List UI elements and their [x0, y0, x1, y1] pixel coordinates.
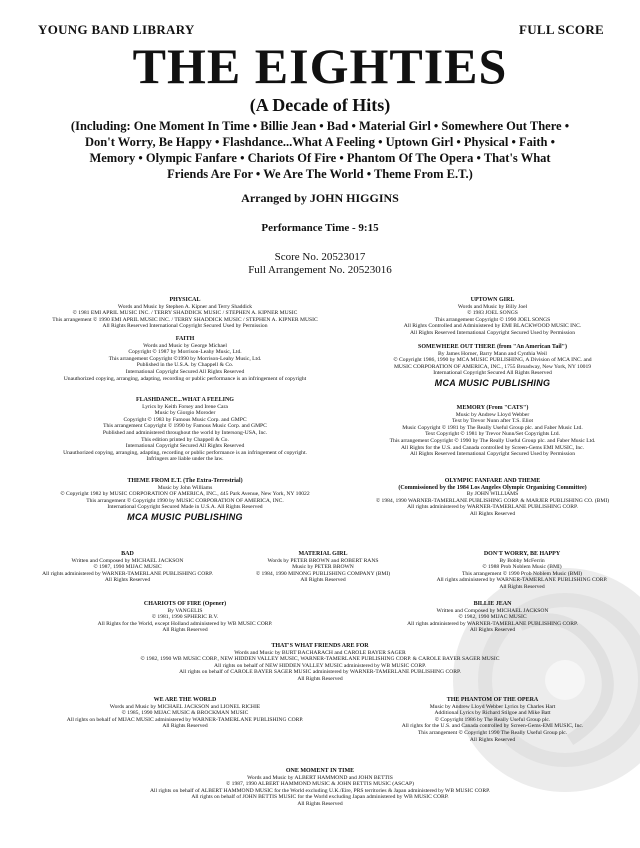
credit-line: © 1985, 1990 MIJAC MUSIC & BROCKMAN MUSIC — [121, 710, 249, 717]
credit-subtitle: (Commissioned by the 1984 Los Angeles Olympic Organizing Committee) — [398, 484, 587, 491]
credit-line: All Rights Reserved — [469, 510, 516, 517]
credit-line: All rights on behalf of NEW HIDDEN VALLEY MUSIC administered by WB MUSIC CORP. — [214, 662, 426, 669]
credit-somewhere-out-there — [355, 344, 630, 389]
credit-line: International Copyright Secured All Rights Reserved — [433, 370, 552, 377]
credit-line: By VANGELIS — [167, 607, 203, 614]
credit-dont-worry-be-happy — [412, 551, 632, 591]
credit-line: Words and Music by George Michael — [143, 342, 227, 349]
credit-line: All Rights Reserved — [162, 723, 208, 730]
credit-line: Unauthorized copying, arranging, adapting, recording or public performance is an infringement of copyright. — [63, 449, 307, 456]
song-list-line: (Including: One Moment In Time • Billie Jean • Bad • Material Girl • Somewhere Out There • — [70, 119, 570, 133]
credit-line: Unauthorized copying, arranging, adapting, recording or public performance is an infringement of copyright — [63, 375, 307, 382]
credit-line: This edition printed by Chappell & Co. — [141, 436, 229, 443]
credit-line: © 1981, 1990 SPHERIC B.V. — [151, 614, 219, 621]
credit-line: All Rights Reserved — [499, 583, 545, 590]
credit-title: MATERIAL GIRL — [298, 551, 348, 557]
series-name: YOUNG BAND LIBRARY — [38, 22, 195, 37]
credit-line: This arrangement Copyright ©1990 by Morrison-Leahy Music, Ltd. — [108, 355, 262, 362]
credit-line: All rights on behalf of CAROLE BAYER SAGER MUSIC administered by WARNER-TAMERLANE PUBLISHING CORP. — [179, 669, 461, 676]
credit-physical — [20, 297, 350, 330]
credit-line: Infringers are liable under the law. — [146, 456, 224, 463]
credit-we-are-the-world — [20, 697, 350, 730]
credit-line: Music Copyright © 1981 by The Really Useful Group plc. and Faber Music Ltd. — [402, 424, 583, 431]
credit-line: By James Horner, Barry Mann and Cynthia Weil — [438, 350, 547, 357]
credit-line: All rights for the U.S. and Canada controlled by Screen-Gems-EMI MUSIC, Inc. — [401, 723, 584, 730]
credit-line: Words and Music by Stephen A. Kipner and Terry Shaddick — [117, 303, 253, 310]
credit-title: OLYMPIC FANFARE AND THEME — [444, 478, 541, 484]
credit-line: Music by PETER BROWN — [292, 564, 354, 571]
credit-line: © 1988 Prob Noblem Music (BMI) — [482, 564, 562, 571]
credit-line: All rights on behalf of ALBERT HAMMOND MUSIC for the World excluding U.K./Eire, PRS territories & Japan administered by WB MUSIC CORP. — [150, 787, 490, 794]
credit-line: This arrangement Copyright © 1990 by Famous Music Corp. and GMPC — [103, 423, 267, 430]
credit-line: By JOHN WILLIAMS — [466, 491, 519, 498]
credit-line: All Rights Reserved — [104, 577, 151, 584]
credit-line: This arrangement © 1990 EMI APRIL MUSIC INC. / TERRY SHADDICK MUSIC / STEPHEN A. KIPNER MUSIC — [52, 316, 318, 323]
credit-line: This arrangement © Copyright 1990 by MUSIC CORPORATION OF AMERICA, INC. — [86, 497, 284, 504]
credit-line: Music by Andrew Lloyd Webber — [455, 411, 530, 418]
credit-phantom-of-the-opera — [355, 697, 630, 743]
arranger: Arranged by JOHN HIGGINS — [241, 191, 399, 205]
credit-title: DON'T WORRY, BE HAPPY — [483, 551, 561, 557]
credit-line: © 1987, 1990 ALBERT HAMMOND MUSIC & JOHN BETTIS MUSIC (ASCAP) — [226, 781, 414, 788]
page-title: THE EIGHTIES — [132, 38, 508, 94]
credit-line: All Rights Reserved — [469, 627, 516, 634]
credit-faith — [20, 336, 350, 382]
credit-line: Music by Giorgio Moroder — [154, 410, 216, 417]
credit-title: BILLIE JEAN — [473, 601, 512, 607]
credit-thats-what-friends-are-for — [40, 643, 600, 683]
credit-line: All Rights Controlled and Administered by EMI BLACKWOOD MUSIC INC. — [403, 323, 582, 330]
credit-line: © 1981 EMI APRIL MUSIC INC. / TERRY SHADDICK MUSIC / STEPHEN A. KIPNER MUSIC — [72, 310, 298, 317]
song-list — [30, 118, 610, 182]
credit-line: All Rights Reserved — [469, 736, 516, 743]
credit-line: © 1984, 1990 WARNER-TAMERLANE PUBLISHING CORP. & MARJER PUBLISHING CO. (BMI) — [375, 497, 610, 504]
credit-line: This arrangement © 1990 Prob Noblem Music (BMI) — [462, 570, 582, 577]
credit-line: This arrangement © Copyright 1990 The Really Useful Group plc. — [417, 729, 568, 736]
credit-flashdance — [20, 397, 350, 463]
credit-line: This arrangement Copyright © 1990 JOEL SONGS — [434, 316, 551, 323]
credit-line: All rights administered by WARNER-TAMERLANE PUBLISHING CORP. — [436, 577, 608, 584]
credit-line: Music by John Williams — [157, 484, 213, 491]
credit-one-moment-in-time — [40, 768, 600, 808]
credit-line: All Rights Reserved — [300, 577, 346, 584]
credit-line: Lyrics by Keith Forsey and Irene Cara — [142, 403, 228, 410]
credit-line: Words and Music by MICHAEL JACKSON and LIONEL RICHIE — [109, 703, 261, 710]
credit-title: MEMORY (From "CATS") — [456, 405, 529, 411]
credit-title: PHYSICAL — [169, 297, 201, 303]
credit-title: THAT'S WHAT FRIENDS ARE FOR — [271, 643, 369, 649]
credit-line: © Copyright 1986, 1990 by MCA MUSIC PUBLISHING, A Division of MCA INC. and — [393, 357, 592, 364]
credit-line: Copyright © 1987 by Morrison-Leahy Music, Ltd. — [128, 349, 242, 356]
credit-line: Words by PETER BROWN and ROBERT RANS — [267, 557, 379, 564]
credit-title: CHARIOTS OF FIRE (Opener) — [143, 601, 227, 607]
credit-title: THEME FROM E.T. (The Extra-Terrestrial) — [127, 478, 243, 484]
credit-theme-from-et — [20, 478, 350, 523]
credit-olympic-fanfare — [355, 478, 630, 518]
credit-line: © Copyright 1982 by MUSIC CORPORATION OF AMERICA, INC., 445 Park Avenue, New York, NY 10022 — [60, 491, 310, 498]
credit-material-girl — [238, 551, 408, 584]
credit-line: All rights on behalf of JOHN BETTIS MUSIC for the World excluding Japan administered by WB MUSIC CORP. — [191, 794, 449, 801]
credit-title: UPTOWN GIRL — [470, 297, 515, 303]
credit-title: FAITH — [175, 336, 195, 342]
credit-line: All Rights Reserved — [297, 675, 343, 682]
credit-line: Words and Music by BURT BACHARACH and CAROLE BAYER SAGER — [234, 649, 406, 656]
credit-title: FLASHDANCE...WHAT A FEELING — [136, 397, 234, 403]
credit-line: © Copyright 1986 by The Really Useful Group plc. — [434, 716, 551, 723]
page-subtitle: (A Decade of Hits) — [249, 95, 391, 115]
credit-line: © 1984, 1990 MINONG PUBLISHING COMPANY (BMI) — [255, 570, 391, 577]
credit-line: Words and Music by Billy Joel — [457, 303, 528, 310]
credit-line: All Rights Reserved — [297, 800, 343, 807]
credit-line: Text by Trevor Nunn after T.S. Eliot — [451, 418, 534, 425]
credit-line: All rights administered by WARNER-TAMERLANE PUBLISHING CORP. — [42, 570, 213, 577]
credit-title: THE PHANTOM OF THE OPERA — [446, 697, 539, 703]
credit-line: © 1987, 1990 MIJAC MUSIC — [93, 564, 162, 571]
credit-line: Written and Composed by MICHAEL JACKSON — [436, 607, 549, 614]
credit-line: This arrangement Copyright © 1990 by The Really Useful Group plc. and Faber Music Ltd. — [389, 437, 596, 444]
credit-line: All rights administered by WARNER-TAMERLANE PUBLISHING CORP. — [407, 504, 578, 511]
mca-music-publishing-logo: MCA MUSIC PUBLISHING — [127, 511, 243, 522]
credit-line: Published and administered throughout the world by Intersong-USA, Inc. — [102, 429, 268, 436]
credit-line: International Copyright Secured All Rights Reserved — [125, 368, 245, 375]
credit-line: Written and Composed by MICHAEL JACKSON — [71, 557, 184, 564]
credit-line: Text Copyright © 1981 by Trevor Nunn/Set Copyrights Ltd. — [425, 431, 560, 438]
credit-line: All Rights for the U.S. and Canada controlled by Screen-Gems EMI MUSIC, Inc. — [400, 444, 584, 451]
credit-line: Words and Music by ALBERT HAMMOND and JOHN BETTIS — [247, 774, 393, 781]
credit-line: International Copyright Secured All Rights Reserved — [125, 443, 245, 450]
credit-line: MUSIC CORPORATION OF AMERICA, INC., 1755 Broadway, New York, NY 10019 — [393, 363, 592, 370]
song-list-line: Friends Are For • We Are The World • Theme From E.T.) — [167, 167, 473, 181]
credit-line: All rights administered by WARNER-TAMERLANE PUBLISHING CORP. — [407, 620, 578, 627]
credit-title: WE ARE THE WORLD — [153, 697, 217, 703]
credit-line: © 1983 JOEL SONGS — [467, 310, 518, 317]
credit-line: Published in the U.S.A. by Chappell & Co. — [136, 362, 234, 369]
credit-title: SOMEWHERE OUT THERE (from "An American Tail") — [417, 344, 567, 350]
credit-line: All Rights Reserved International Copyright Secured Used by Permission — [410, 329, 575, 336]
credit-line: © 1982, 1990 MIJAC MUSIC — [458, 614, 527, 621]
credit-title: BAD — [121, 551, 134, 557]
credit-title: ONE MOMENT IN TIME — [285, 768, 355, 774]
credit-line: All Rights Reserved — [162, 627, 208, 634]
score-type: FULL SCORE — [519, 22, 604, 37]
score-number: Score No. 20523017 — [274, 251, 366, 263]
credit-billie-jean — [355, 601, 630, 634]
credit-line: All Rights for the World, except Holland administered by WB MUSIC CORP. — [97, 620, 273, 627]
credit-line: All Rights Reserved International Copyright Secured Used by Permission — [410, 451, 575, 458]
song-list-line: Don't Worry, Be Happy • Flashdance...What A Feeling • Uptown Girl • Physical • Faith • — [85, 135, 555, 149]
credit-line: International Copyright Secured Made in U.S.A. All Rights Reserved — [107, 504, 263, 511]
credit-chariots-of-fire — [20, 601, 350, 634]
credit-line: Additional Lyrics by Richard Stilgoe and Mike Batt — [434, 710, 551, 717]
credit-bad — [20, 551, 235, 584]
credit-line: By Bobby McFerrin — [499, 557, 545, 564]
credit-uptown-girl — [355, 297, 630, 337]
performance-time: Performance Time - 9:15 — [261, 222, 379, 234]
catalog-numbers — [0, 251, 640, 277]
credit-line: © 1982, 1990 WB MUSIC CORP., NEW HIDDEN VALLEY MUSIC, WARNER-TAMERLANE PUBLISHING CORP. & CAROLE BAYER SAGER MUSIC — [140, 656, 500, 663]
full-arrangement-number: Full Arrangement No. 20523016 — [248, 264, 392, 276]
credit-line: Music by Andrew Lloyd Webber Lyrics by Charles Hart — [429, 703, 556, 710]
credit-memory — [355, 405, 630, 458]
credit-line: All rights on behalf of MIJAC MUSIC administered by WARNER-TAMERLANE PUBLISHING CORP. — [66, 716, 304, 723]
credit-line: Copyright © 1983 by Famous Music Corp. and GMPC — [123, 416, 247, 423]
credit-line: All Rights Reserved International Copyright Secured Used by Permission — [102, 323, 268, 330]
mca-music-publishing-logo: MCA MUSIC PUBLISHING — [434, 377, 551, 388]
song-list-line: Memory • Olympic Fanfare • Chariots Of Fire • Phantom Of The Opera • That's What — [89, 151, 551, 165]
